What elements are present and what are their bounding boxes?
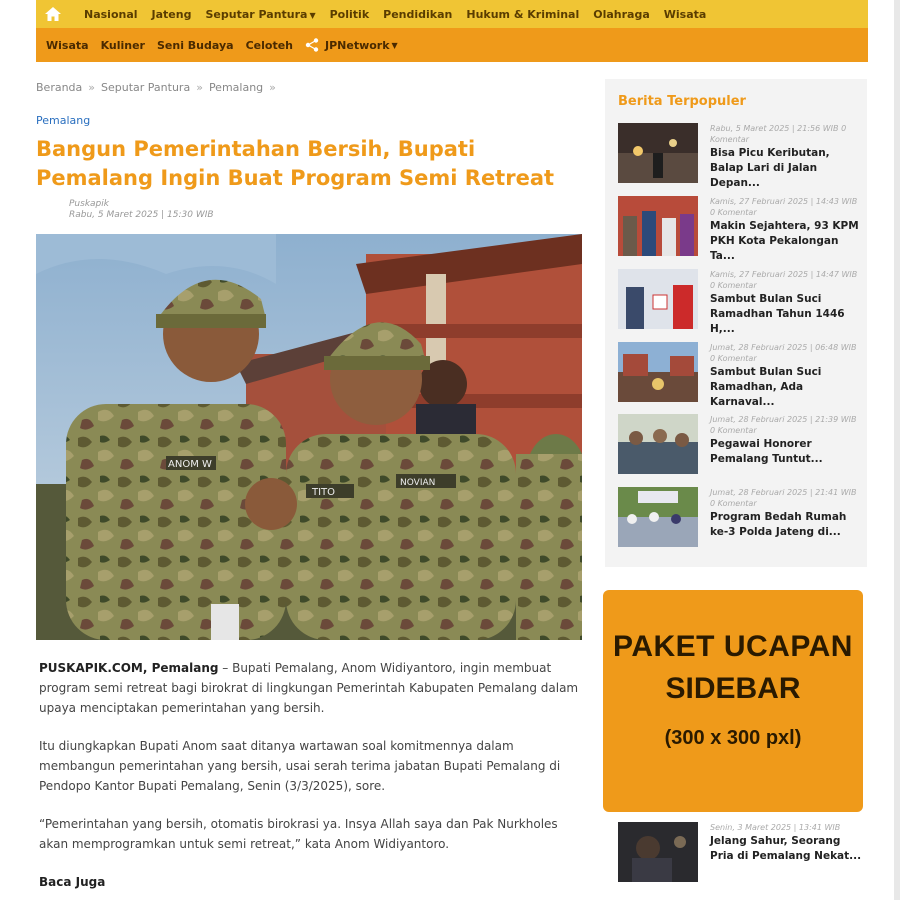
- nav2-jpnetwork[interactable]: [305, 38, 398, 52]
- ad-line-3: (300 x 300 pxl): [664, 727, 802, 749]
- ad-line-2: SIDEBAR: [665, 672, 801, 705]
- nav-wisata[interactable]: Wisata: [663, 7, 707, 21]
- ad-line-1: PAKET UCAPAN: [613, 630, 853, 663]
- popular-item-meta: Jumat, 28 Februari 2025 | 21:41 WIB 0 Komentar: [710, 488, 857, 508]
- popular-item-meta: Kamis, 27 Februari 2025 | 14:47 WIB 0 Komentar: [710, 270, 858, 290]
- breadcrumb-seputar-pantura[interactable]: Seputar Pantura: [101, 81, 191, 94]
- nav-olahraga[interactable]: Olahraga: [593, 7, 650, 21]
- article-photo: [36, 234, 582, 640]
- article-paragraph-1-text: – Bupati Pemalang, Anom Widiyantoro, ingin membuat program semi retreat bagi birokrat di lingkungan Pemerintah Kabupaten Pemalang dalam upaya menciptakan pemerintahan yang bersih.: [39, 661, 579, 715]
- nav2-wisata[interactable]: Wisata: [46, 38, 89, 52]
- popular-item-meta: Rabu, 5 Maret 2025 | 21:56 WIB 0 Komentar: [710, 124, 847, 144]
- popular-item[interactable]: [618, 487, 864, 549]
- nav-seputar-pantura[interactable]: [205, 8, 315, 21]
- nav-seputar-pantura-label: Seputar Pantura: [205, 7, 308, 21]
- home-icon: [45, 7, 61, 21]
- popular-item-meta: Jumat, 28 Februari 2025 | 06:48 WIB 0 Komentar: [710, 343, 857, 363]
- popular-item-title[interactable]: Sambut Bulan Suci Ramadhan Tahun 1446 H,...: [710, 293, 845, 335]
- popular-item-meta: Kamis, 27 Februari 2025 | 14:43 WIB 0 Komentar: [710, 197, 858, 217]
- sidebar-news-title[interactable]: Jelang Sahur, Seorang Pria di Pemalang Nekat...: [710, 835, 862, 862]
- article-paragraph-3: “Pemerintahan yang bersih, otomatis birokrasi ya. Insya Allah saya dan Pak Nurkholes akan memprogramkan untuk semi retreat,” kata Anom Widiyantoro.: [39, 817, 558, 851]
- sidebar-news-meta: Senin, 3 Maret 2025 | 13:41 WIB: [710, 823, 841, 832]
- popular-thumbnail[interactable]: [618, 196, 698, 256]
- nav2-celoteh[interactable]: Celoteh: [245, 38, 293, 52]
- chevron-down-icon: ▼: [391, 40, 398, 50]
- article-body: [39, 658, 584, 892]
- popular-item-title[interactable]: Bisa Picu Keributan, Balap Lari di Jalan Depan...: [710, 147, 830, 189]
- breadcrumb-separator: »: [196, 81, 203, 94]
- article-dateline: PUSKAPIK.COM, Pemalang: [39, 661, 219, 675]
- breadcrumb: [36, 81, 276, 94]
- photo-nametag-right: NOVIAN: [400, 478, 436, 488]
- popular-item[interactable]: [618, 196, 864, 262]
- popular-thumbnail[interactable]: [618, 342, 698, 402]
- article-date: Rabu, 5 Maret 2025 | 15:30 WIB: [69, 210, 214, 220]
- popular-news-title: Berita Terpopuler: [618, 94, 746, 109]
- popular-item-title[interactable]: Pegawai Honorer Pemalang Tuntut...: [710, 438, 823, 465]
- breadcrumb-separator: »: [269, 81, 276, 94]
- popular-item-title[interactable]: Program Bedah Rumah ke-3 Polda Jateng di...: [710, 511, 847, 538]
- popular-item-title[interactable]: Makin Sejahtera, 93 KPM PKH Kota Pekalongan Ta...: [710, 220, 859, 262]
- popular-item[interactable]: [618, 123, 864, 189]
- popular-item-title[interactable]: Sambut Bulan Suci Ramadhan, Ada Karnaval...: [710, 366, 822, 408]
- nav-politik[interactable]: Politik: [329, 7, 370, 21]
- nav-nasional[interactable]: Nasional: [84, 7, 138, 21]
- popular-item[interactable]: [618, 269, 864, 335]
- nav2-seni-budaya[interactable]: Seni Budaya: [156, 38, 234, 52]
- article-title: Bangun Pemerintahan Bersih, Bupati Pemalang Ingin Buat Program Semi Retreat: [36, 137, 555, 190]
- sidebar-news-thumbnail[interactable]: [618, 822, 698, 882]
- popular-item[interactable]: [618, 342, 864, 408]
- share-network-icon: [305, 38, 319, 52]
- article-category[interactable]: Pemalang: [36, 114, 91, 127]
- photo-nametag-left: ANOM W: [168, 459, 212, 470]
- popular-thumbnail[interactable]: [618, 123, 698, 183]
- photo-nametag-center: TITO: [312, 487, 336, 498]
- article-author[interactable]: Puskapik: [69, 199, 109, 209]
- breadcrumb-pemalang[interactable]: Pemalang: [208, 81, 264, 94]
- popular-item-meta: Jumat, 28 Februari 2025 | 21:39 WIB 0 Komentar: [710, 415, 857, 435]
- chevron-down-icon: ▼: [309, 10, 316, 20]
- popular-thumbnail[interactable]: [618, 269, 698, 329]
- popular-thumbnail[interactable]: [618, 414, 698, 474]
- page-scrollbar[interactable]: [894, 0, 900, 900]
- popular-item[interactable]: [618, 414, 864, 476]
- secondary-nav: [36, 28, 868, 62]
- nav-hukum-kriminal[interactable]: Hukum & Kriminal: [466, 7, 580, 21]
- sidebar-ad-banner[interactable]: [603, 590, 863, 812]
- nav-jateng[interactable]: Jateng: [151, 7, 192, 21]
- article-paragraph-2: Itu diungkapkan Bupati Anom saat ditanya wartawan soal komitmennya dalam membangun pemerintahan yang bersih, usai serah terima jabatan Bupati Pemalang di Pendopo Kantor Bupati Pemalang, Senin (3/3/2025), sore.: [39, 739, 561, 793]
- breadcrumb-separator: »: [88, 81, 96, 94]
- sidebar-news-item[interactable]: [618, 822, 864, 884]
- primary-nav: [36, 0, 868, 28]
- home-button[interactable]: [36, 0, 70, 28]
- breadcrumb-beranda[interactable]: Beranda: [36, 81, 83, 94]
- nav2-kuliner[interactable]: Kuliner: [100, 38, 145, 52]
- nav2-jpnetwork-label: JPNetwork: [325, 38, 390, 52]
- baca-juga-heading: Baca Juga: [39, 875, 106, 889]
- nav-pendidikan[interactable]: Pendidikan: [383, 7, 453, 21]
- popular-thumbnail[interactable]: [618, 487, 698, 547]
- article-paragraph-1: [39, 658, 584, 718]
- popular-news-widget: [605, 79, 867, 567]
